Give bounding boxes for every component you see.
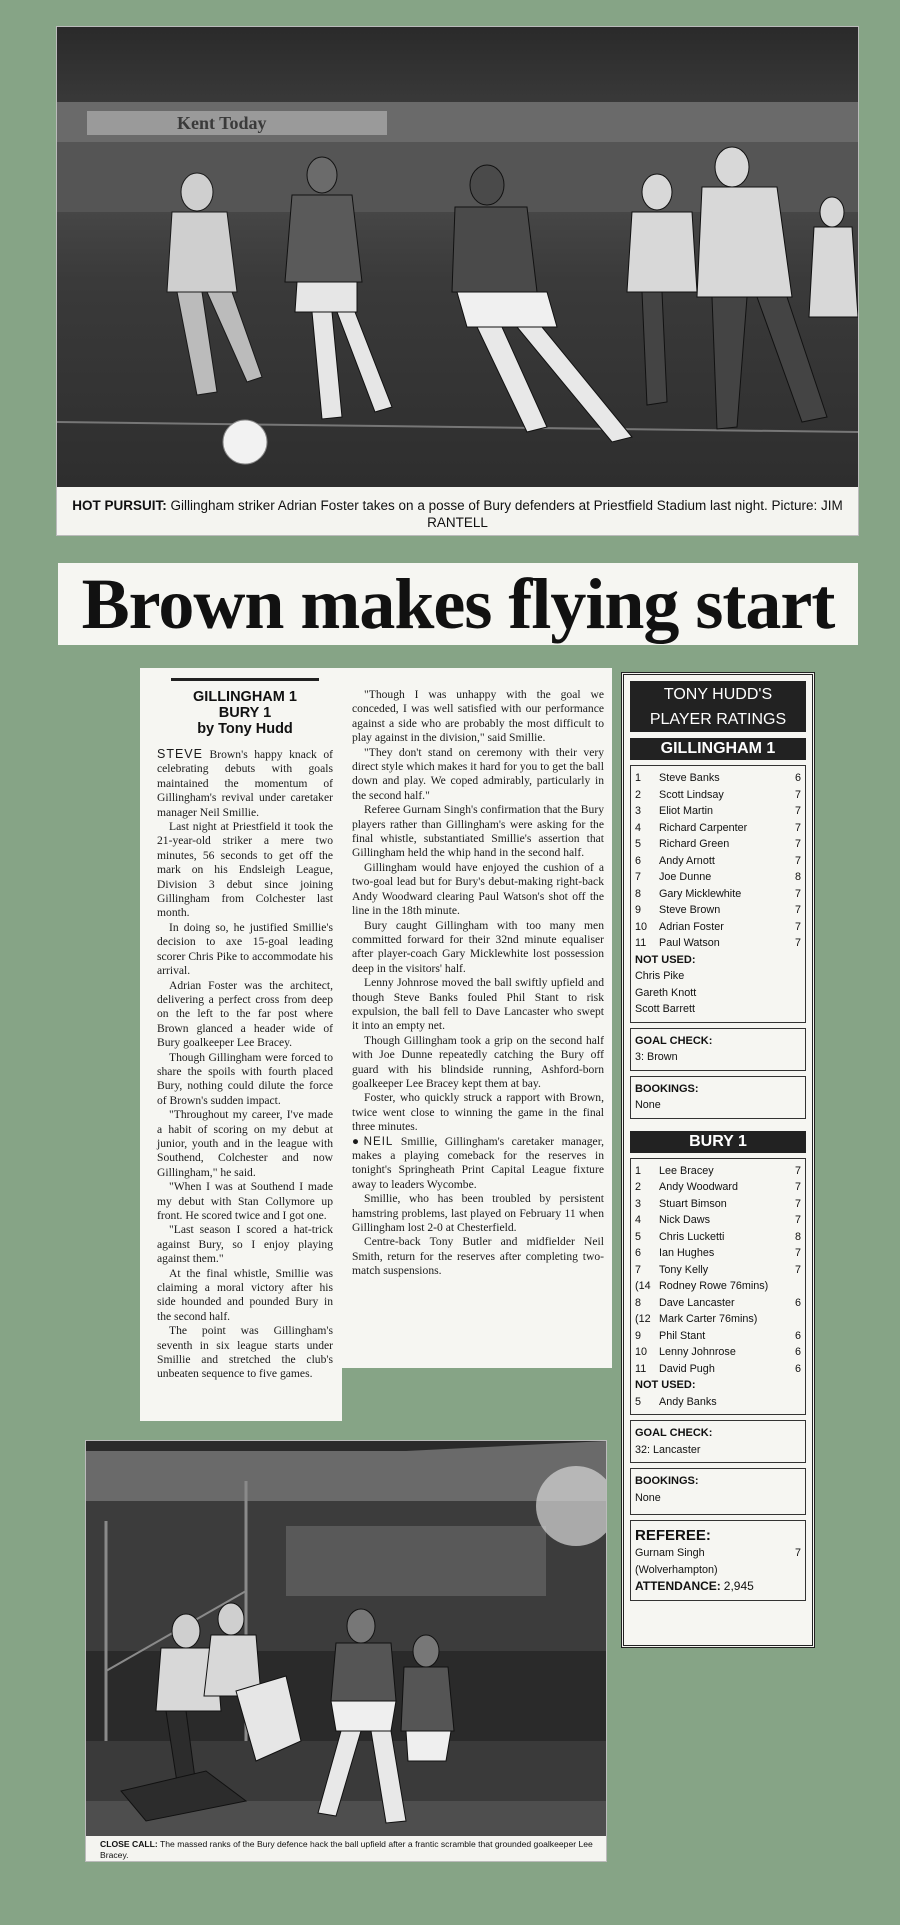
goal-check-label: GOAL CHECK: xyxy=(635,1034,713,1047)
player-row xyxy=(635,1262,801,1279)
player-name: Steve Banks xyxy=(659,772,720,784)
paragraph: Last night at Priestfield it took the 21-year-old striker a mere two minutes, 56 seconds to get off the mark on his Endsleigh League, Division 3 debut since joining Gillingham from Colchester last month. xyxy=(157,820,333,920)
lead-caps: STEVE xyxy=(157,747,203,761)
top-caption-text: Gillingham striker Adrian Foster takes on a posse of Bury defenders at Priestfield Stadium last night. Picture: JIM RANTELL xyxy=(166,498,843,530)
player-row xyxy=(635,1179,801,1196)
player-name: Dave Lancaster xyxy=(659,1296,735,1309)
player-ratings-box xyxy=(621,672,815,1648)
player-number: 9 xyxy=(635,904,642,916)
player-number: 10 xyxy=(635,1346,648,1358)
article-column-1 xyxy=(140,668,342,1421)
gillingham-bookings xyxy=(630,1076,806,1119)
bottom-caption-lead: CLOSE CALL: xyxy=(100,1839,158,1849)
player-name: Paul Watson xyxy=(659,937,720,949)
top-photo-caption xyxy=(57,497,858,531)
player-row xyxy=(635,1196,801,1213)
player-row xyxy=(635,853,801,870)
player-name: Richard Carpenter xyxy=(659,821,748,834)
player-number: (14 xyxy=(635,1280,651,1292)
gillingham-goal-check xyxy=(630,1028,806,1071)
bottom-photo xyxy=(85,1440,607,1862)
player-row xyxy=(635,1278,801,1295)
paragraph: The point was Gillingham's seventh in six league starts under Smillie and stretched the club's unbeaten sequence to five games. xyxy=(157,1324,333,1381)
player-rating: 8 xyxy=(794,1230,801,1243)
player-name: Lee Bracey xyxy=(659,1164,714,1177)
player-row xyxy=(635,1361,801,1378)
goal-check-value: 32: Lancaster xyxy=(635,1443,701,1456)
player-name: Ian Hughes xyxy=(659,1247,715,1259)
headline-box xyxy=(58,563,858,645)
player-name: Richard Green xyxy=(659,838,730,850)
player-name: Andy Woodward xyxy=(659,1181,739,1193)
player-number: 2 xyxy=(635,788,642,801)
player-rating: 7 xyxy=(794,1164,801,1177)
player-number: 2 xyxy=(635,1181,642,1193)
bury-lineup xyxy=(630,1158,806,1416)
player-rating: 7 xyxy=(794,788,801,801)
player-rating: 6 xyxy=(794,1362,801,1375)
player-row xyxy=(635,1229,801,1246)
paragraph: Smillie, who has been troubled by persistent hamstring problems, last played on February 11 when Gillingham lost 2-0 at Chesterfield. xyxy=(352,1192,604,1235)
player-name: Andy Banks xyxy=(659,1395,717,1408)
player-row xyxy=(635,1245,801,1262)
paragraph-text: Smillie, Gillingham's caretaker manager, makes a playing comeback for the reserves in tonight's Springheath Print Capital League fixture away to leaders Wycombe. xyxy=(352,1134,604,1191)
team-bar-gillingham: GILLINGHAM 1 xyxy=(630,738,806,760)
player-row xyxy=(635,1163,801,1180)
attendance-row xyxy=(635,1578,801,1596)
player-rating: 7 xyxy=(794,904,801,916)
bury-not-used-list xyxy=(635,1394,801,1411)
headline: Brown makes flying start xyxy=(81,563,835,644)
player-number: 5 xyxy=(635,838,642,850)
referee-from: (Wolverhampton) xyxy=(635,1563,718,1576)
paragraph: "Though I was unhappy with the goal we conceded, I was well satisfied with our performance against a side who are probably the most difficult to play against in the division," said Smillie. xyxy=(352,688,604,745)
player-row xyxy=(635,1344,801,1361)
not-used-player: Gareth Knott xyxy=(635,986,697,999)
player-row xyxy=(635,1394,801,1411)
bury-goal-check xyxy=(630,1420,806,1463)
player-rating: 6 xyxy=(794,1346,801,1358)
player-rating: 7 xyxy=(794,887,801,900)
player-row xyxy=(635,787,801,804)
player-rating: 7 xyxy=(794,1247,801,1259)
article-column-2 xyxy=(342,668,612,1368)
player-name: Chris Lucketti xyxy=(659,1230,725,1243)
player-number: 6 xyxy=(635,854,642,867)
match-photo-top xyxy=(57,27,858,487)
player-rating: 7 xyxy=(794,920,801,933)
not-used-player: Chris Pike xyxy=(635,970,685,982)
player-number: 9 xyxy=(635,1329,642,1342)
player-name: Eliot Martin xyxy=(659,805,714,817)
player-name: Joe Dunne xyxy=(659,871,712,883)
top-caption-lead: HOT PURSUIT: xyxy=(72,498,167,513)
player-number: 1 xyxy=(635,772,642,784)
paragraph-text: Brown's happy knack of celebrating debuts with goals maintained the momentum of Gillingham's revival under caretaker manager Neil Smillie. xyxy=(157,748,333,819)
not-used-label: NOT USED: xyxy=(635,1379,696,1391)
player-number: 4 xyxy=(635,821,642,834)
player-rating: 7 xyxy=(794,838,801,850)
player-rating: 7 xyxy=(794,1197,801,1210)
player-name: Stuart Bimson xyxy=(659,1197,727,1210)
player-name: Steve Brown xyxy=(659,904,721,916)
player-number: 7 xyxy=(635,871,642,883)
player-name: Lenny Johnrose xyxy=(659,1346,736,1358)
player-row xyxy=(635,803,801,820)
bury-bookings xyxy=(630,1468,806,1515)
paragraph: In doing so, he justified Smillie's decision to axe 15-goal leading scorer Chris Pike to accommodate his arrival. xyxy=(157,920,333,978)
player-number: 11 xyxy=(635,937,647,949)
referee-box xyxy=(630,1520,806,1601)
player-number: 8 xyxy=(635,887,642,900)
player-row xyxy=(635,886,801,903)
referee-name: Gurnam Singh xyxy=(635,1547,705,1559)
player-row xyxy=(635,919,801,936)
bottom-photo-caption xyxy=(100,1839,596,1860)
stadium-signage: Kent Today xyxy=(177,113,267,133)
byline-rule xyxy=(171,678,319,681)
player-number: 3 xyxy=(635,1197,642,1210)
bookings-label: BOOKINGS: xyxy=(635,1082,699,1095)
team-bar-bury: BURY 1 xyxy=(630,1131,806,1153)
player-name: Tony Kelly xyxy=(659,1263,709,1276)
player-name: Nick Daws xyxy=(659,1214,710,1226)
paragraph: "When I was at Southend I made my debut with Stan Collymore up front. He scored twice and I got one. xyxy=(157,1180,333,1222)
attendance-label: ATTENDANCE: xyxy=(635,1579,721,1593)
player-name: Phil Stant xyxy=(659,1329,706,1342)
player-name: Rodney Rowe 76mins) xyxy=(659,1280,769,1292)
player-name: Andy Arnott xyxy=(659,854,715,867)
player-rating: 7 xyxy=(794,805,801,817)
author: by Tony Hudd xyxy=(197,721,293,737)
player-rating: 7 xyxy=(794,821,801,834)
player-row xyxy=(635,902,801,919)
player-rating: 7 xyxy=(794,1214,801,1226)
player-rating: 6 xyxy=(794,772,801,784)
player-number: 3 xyxy=(635,805,642,817)
paragraph: Bury caught Gillingham with too many men committed forward for their 32nd minute equaliser after player-coach Gary Micklewhite lost possession deep in the visitors' half. xyxy=(352,918,604,975)
bullet-icon: ● xyxy=(352,1134,364,1148)
bookings-value: None xyxy=(635,1099,661,1111)
player-number: 6 xyxy=(635,1247,642,1259)
bottom-caption-text: The massed ranks of the Bury defence hack the ball upfield after a frantic scramble that grounded goalkeeper Lee Bracey. xyxy=(100,1839,593,1860)
player-rating: 7 xyxy=(794,1263,801,1276)
player-number: 7 xyxy=(635,1263,642,1276)
player-number: 1 xyxy=(635,1164,642,1177)
player-number: 10 xyxy=(635,920,648,933)
player-rating: 8 xyxy=(794,871,801,883)
gillingham-player-list xyxy=(635,770,801,952)
paragraph: "They don't stand on ceremony with their very direct style which makes it hard for you to get the ball down and play. We coped admirably, particularly in the second half." xyxy=(352,745,604,802)
player-number: 5 xyxy=(635,1395,642,1408)
paragraph: Gillingham would have enjoyed the cushion of a two-goal lead but for Bury's debut-making right-back Andy Woodward clearing Paul Watson's shot off the line in the 18th minute. xyxy=(352,860,604,918)
paragraph xyxy=(157,747,333,820)
player-rating: 7 xyxy=(794,937,801,949)
player-row xyxy=(635,869,801,886)
not-used-player: Scott Barrett xyxy=(635,1003,696,1015)
top-photo xyxy=(56,26,859,536)
paragraph: Centre-back Tony Butler and midfielder Neil Smith, return for the reserves after completing two-match suspensions. xyxy=(352,1235,604,1278)
lead-caps: NEIL xyxy=(363,1134,394,1148)
player-number: 11 xyxy=(635,1362,647,1375)
paragraph: Though Gillingham took a grip on the second half with Joe Dunne repeatedly catching the Bury off guard with his blindside running, Ashford-born goalkeeper Lee Bracey kept them at bay. xyxy=(352,1033,604,1090)
player-name: Gary Micklewhite xyxy=(659,887,742,900)
paragraph: "Last season I scored a hat-trick against Bury, so I enjoy playing against them." xyxy=(157,1223,333,1266)
player-number: 8 xyxy=(635,1296,642,1309)
paragraph: Adrian Foster was the architect, delivering a perfect cross from deep on the left to the far post where Brown glanced a header wide of Bury goalkeeper Lee Bracey. xyxy=(157,978,333,1050)
score-bury: BURY 1 xyxy=(218,705,272,721)
paragraph: Referee Gurnam Singh's confirmation that the Bury players rather than Gillingham's were asking for the final whistle, substantiated Smillie's assertion that Gillingham held the whip hand in the second half. xyxy=(352,803,604,860)
player-row xyxy=(635,1328,801,1345)
player-number: (12 xyxy=(635,1313,651,1325)
player-row xyxy=(635,935,801,952)
match-photo-bottom xyxy=(86,1441,606,1836)
referee-label: REFEREE: xyxy=(635,1527,711,1544)
player-row xyxy=(635,770,801,787)
goal-check-value: 3: Brown xyxy=(635,1051,678,1063)
player-row xyxy=(635,1311,801,1328)
ratings-title-line2: PLAYER RATINGS xyxy=(649,711,787,728)
referee-rating: 7 xyxy=(794,1547,801,1559)
referee-row xyxy=(635,1545,801,1562)
ratings-title xyxy=(630,681,806,732)
not-used-label: NOT USED: xyxy=(635,953,696,966)
bookings-label: BOOKINGS: xyxy=(635,1475,699,1487)
player-rating: 7 xyxy=(794,854,801,867)
paragraph: Though Gillingham were forced to share the spoils with fourth placed Bury, nothing could dilute the force of Brown's sudden impact. xyxy=(157,1050,333,1107)
byline xyxy=(157,678,333,737)
paragraph: "Throughout my career, I've made a habit of scoring on my debut at junior, youth and in the league with Southend, Colchester and now Gillingham," he said. xyxy=(157,1108,333,1179)
goal-check-label: GOAL CHECK: xyxy=(635,1427,713,1439)
player-name: David Pugh xyxy=(659,1362,715,1375)
score-gillingham: GILLINGHAM 1 xyxy=(193,689,297,705)
ratings-title-line1: TONY HUDD'S xyxy=(663,686,773,703)
player-number: 4 xyxy=(635,1214,642,1226)
player-rating xyxy=(787,1311,801,1328)
player-number: 5 xyxy=(635,1230,642,1243)
paragraph: Lenny Johnrose moved the ball swiftly upfield and though Steve Banks fouled Phil Stant to risk expulsion, the ball fell to Dave Lancaster who swept it into an empty net. xyxy=(352,976,604,1033)
player-rating: 6 xyxy=(794,1296,801,1309)
paragraph xyxy=(352,1135,604,1193)
paragraph: Foster, who quickly struck a rapport with Brown, twice went close to winning the game in the final three minutes. xyxy=(352,1091,604,1134)
player-row xyxy=(635,820,801,837)
player-row xyxy=(635,836,801,853)
bookings-value: None xyxy=(635,1491,661,1504)
paragraph: At the final whistle, Smillie was claiming a moral victory after his side hounded and pounded Bury in the second half. xyxy=(157,1266,333,1323)
player-name: Adrian Foster xyxy=(659,920,724,933)
bury-player-list xyxy=(635,1163,801,1378)
player-name: Scott Lindsay xyxy=(659,788,724,801)
player-rating xyxy=(787,1278,801,1295)
player-row xyxy=(635,1295,801,1312)
player-row xyxy=(635,1212,801,1229)
attendance-value: 2,945 xyxy=(723,1579,754,1593)
player-rating: 7 xyxy=(794,1181,801,1193)
player-rating: 6 xyxy=(794,1329,801,1342)
gillingham-not-used-list xyxy=(635,968,801,1018)
player-name: Mark Carter 76mins) xyxy=(659,1313,758,1325)
gillingham-lineup xyxy=(630,765,806,1023)
